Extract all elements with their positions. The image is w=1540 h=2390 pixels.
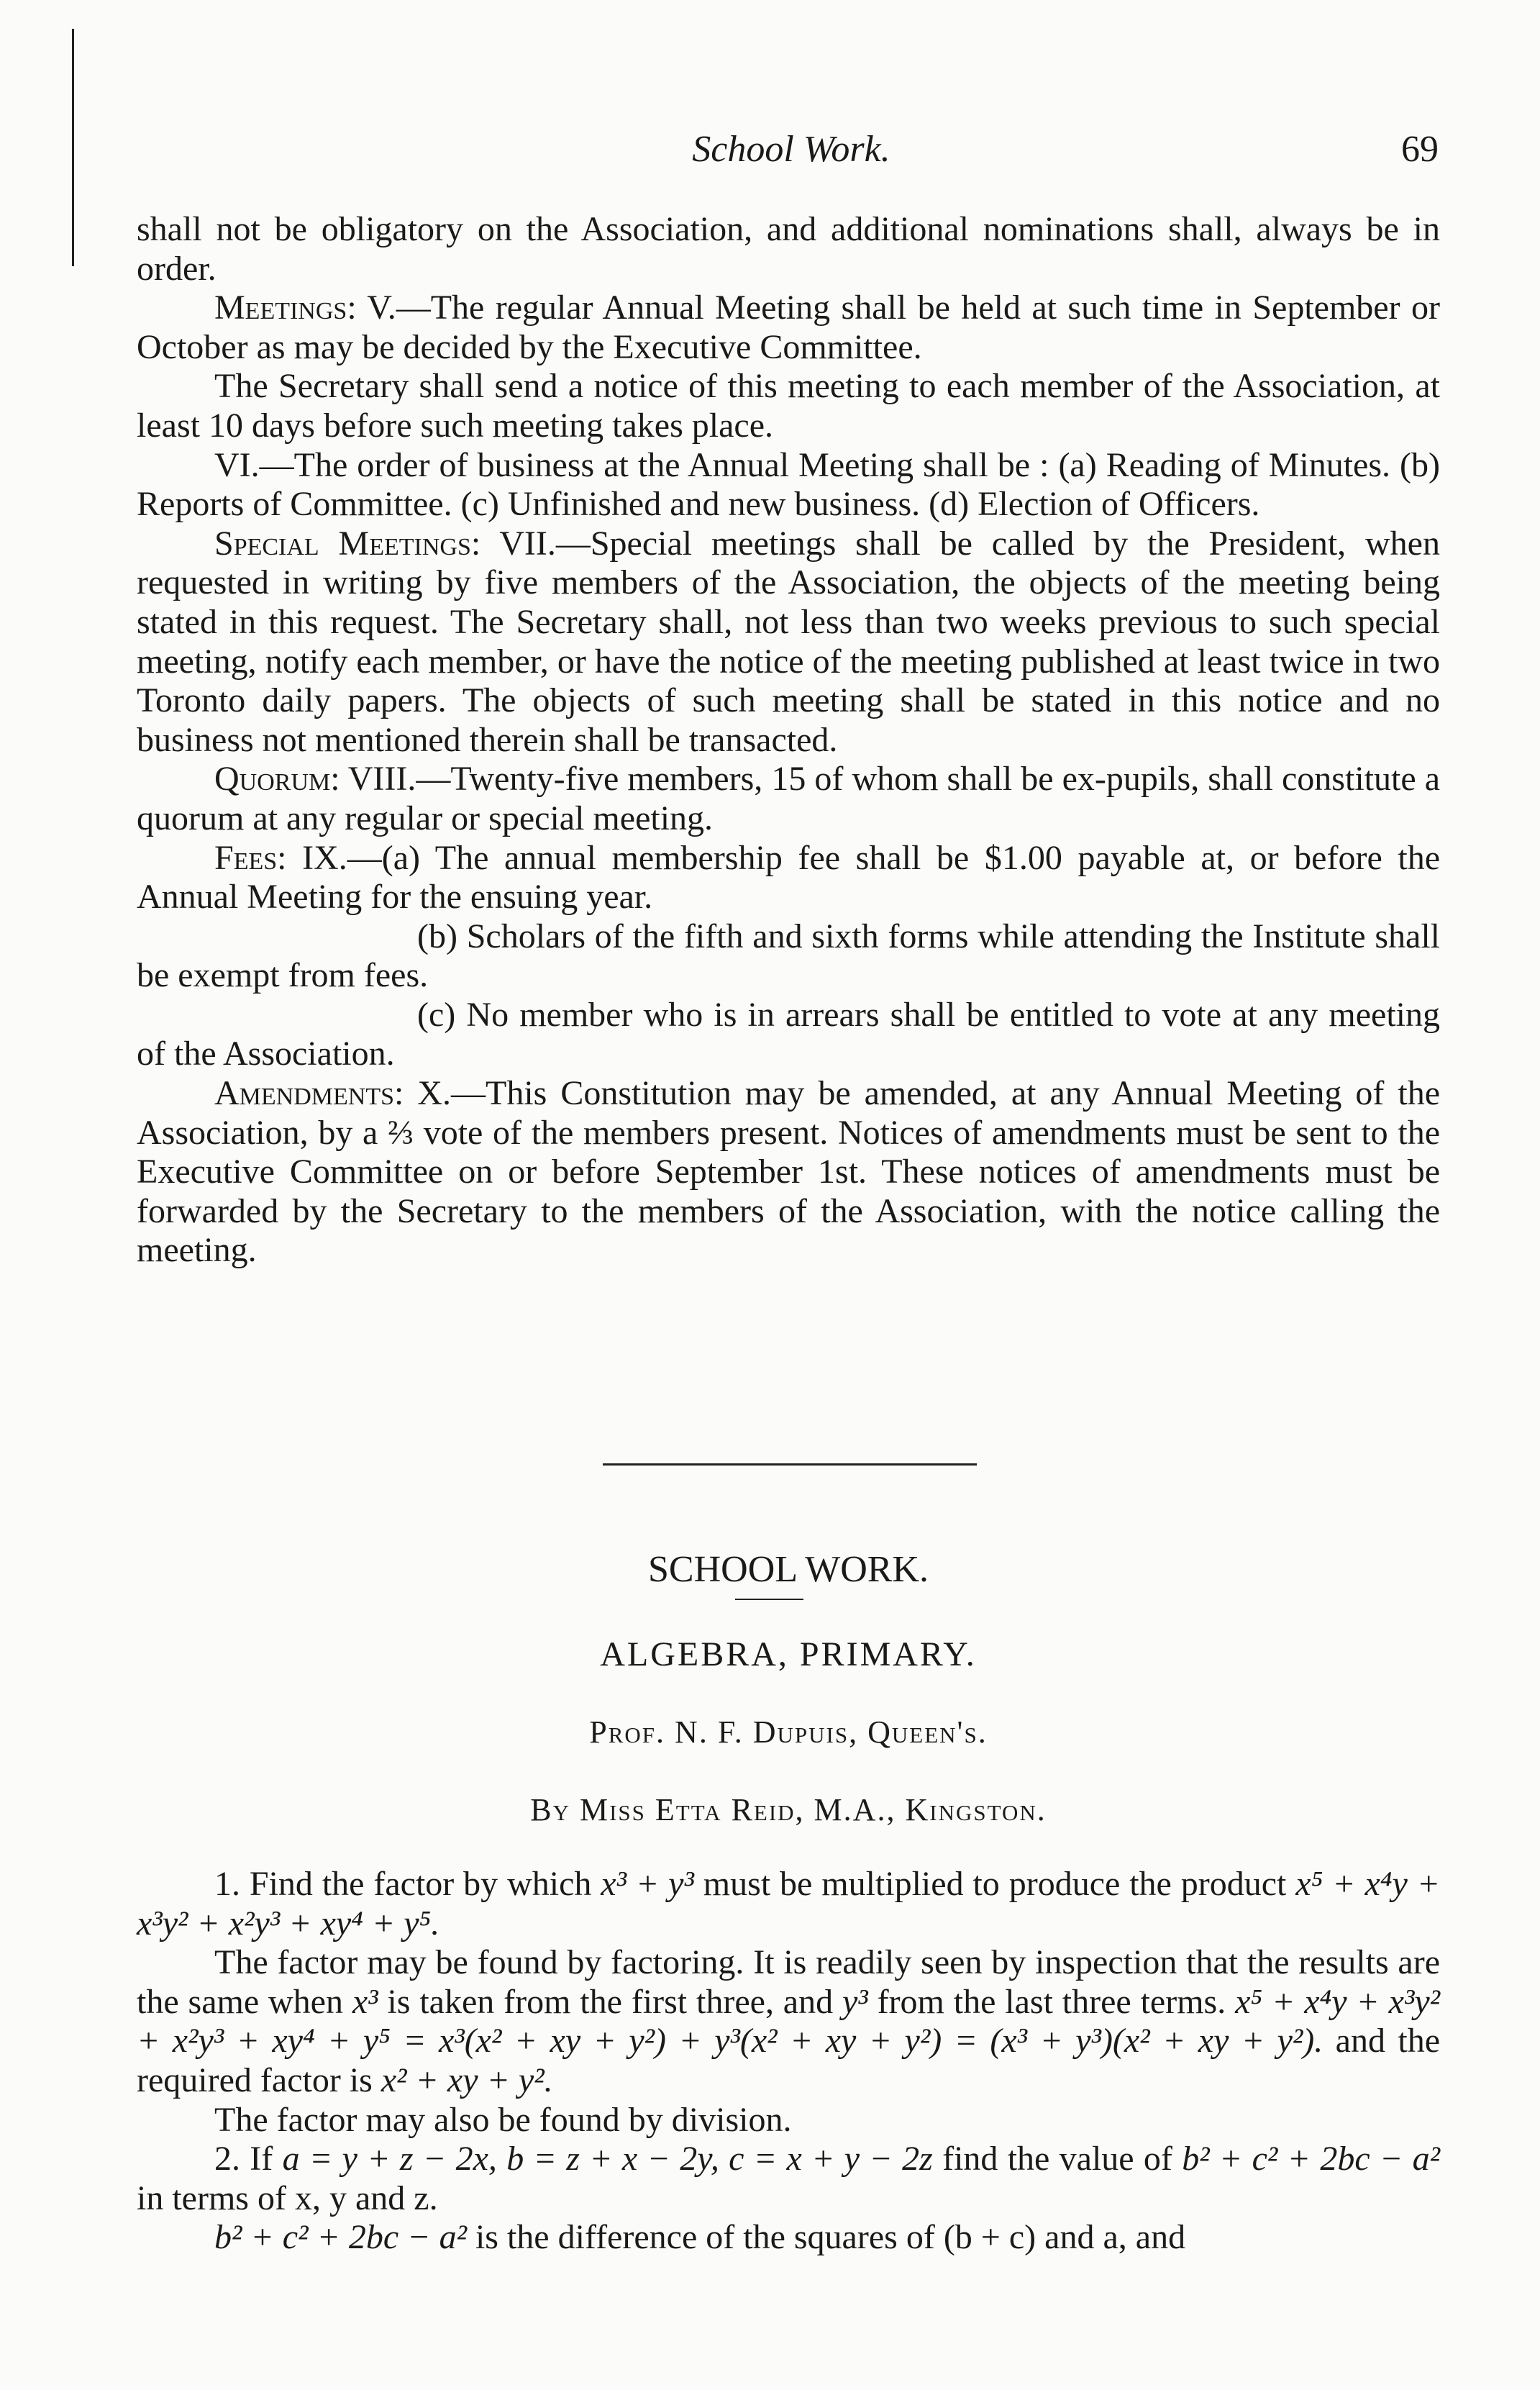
math-expression: b² + c² + 2bc − a²	[214, 2218, 467, 2257]
quorum-label: Quorum	[214, 760, 331, 799]
math-expression: x⁵ + x⁴y + x³y² + x²y³ + xy⁴ + y⁵.	[137, 1865, 1441, 1943]
amendments-paragraph: Amendments: X.—This Constitution may be amended, at any Annual Meeting of the Association, by a ⅔ vote of the members present. Notices of amendments must be sent to the Executive Committee on or before September 1st. These notices of amendments must be forwarded by the Secretary to the members of the Association, with the notice calling the meeting.	[137, 1074, 1440, 1270]
math-expression: x⁵ + x⁴y + x³y² + x²y³ + xy⁴ + y⁵ = x³(x² + xy + y²) + y³(x² + xy + y²) = (x³ + y³)(x² + xy + y²).	[137, 1982, 1441, 2060]
heading-rule	[735, 1599, 803, 1600]
math-expression: x³ + y³	[601, 1865, 694, 1903]
section-subheading: ALGEBRA, PRIMARY.	[600, 1635, 977, 1673]
meetings-paragraph: Meetings: V.—The regular Annual Meeting shall be held at such time in September or October as may be decided by the Executive Committee.	[137, 288, 1440, 366]
professor-line: Prof. N. F. Dupuis, Queen's.	[589, 1714, 988, 1750]
special-meetings-label: Special Meetings	[214, 524, 471, 563]
fees-label: Fees	[214, 838, 278, 877]
fees-paragraph: Fees: IX.—(a) The annual membership fee shall be $1.00 payable at, or before the Annual Meeting for the ensuing year.	[137, 838, 1440, 917]
constitution-text	[137, 210, 1440, 1271]
problem-2-answer: b² + c² + 2bc − a² is the difference of the squares of (b + c) and a, and	[214, 2218, 1186, 2257]
algebra-problems	[137, 1865, 1440, 2258]
special-meetings-paragraph: Special Meetings: VII.—Special meetings shall be called by the President, when requested in writing by five members of the Association, the objects of the meeting being stated in this request. The Secretary shall, not less than two weeks previous to such special meeting, notify each member, or have the notice of the meeting published at least twice in two Toronto daily papers. The objects of such meeting shall be stated in this notice and no business not mentioned therein shall be transacted.	[137, 524, 1440, 759]
quorum-paragraph: Quorum: VIII.—Twenty-five members, 15 of whom shall be ex-pupils, shall constitute a quorum at any regular or special meeting.	[137, 760, 1440, 837]
running-head-title: School Work.	[692, 129, 890, 170]
math-expression: x³	[352, 1982, 378, 2021]
problem-2-question: 2. If a = y + z − 2x, b = z + x − 2y, c = x + y − 2z find the value of b² + c² + 2bc − a² in terms of x, y and z.	[137, 2140, 1441, 2217]
page-number: 69	[1401, 129, 1439, 170]
problem-1-question: 1. Find the factor by which x³ + y³ must be multiplied to produce the product x⁵ + x⁴y + x³y² + x²y³ + xy⁴ + y⁵.	[137, 1865, 1441, 1943]
math-expression: x² + xy + y².	[381, 2060, 553, 2099]
continued-paragraph: shall not be obligatory on the Association, and additional nominations shall, always be in order.	[137, 210, 1440, 288]
running-head	[144, 121, 1439, 178]
fees-c-paragraph: (c) No member who is in arrears shall be entitled to vote at any meeting of the Association.	[137, 995, 1440, 1073]
problem-1-answer: The factor may be found by factoring. It is readily seen by inspection that the results are the same when x³ is taken from the first three, and y³ from the last three terms. x⁵ + x⁴y + x³y² + x²y³ + xy⁴ + y⁵ = x³(x² + xy + y²) + y³(x² + xy + y²) = (x³ + y³)(x² + xy + y²). and the required factor is x² + xy + y².	[137, 1943, 1441, 2099]
math-expression: b² + c² + 2bc − a²	[1182, 2140, 1441, 2178]
math-expression: y³	[842, 1982, 868, 2021]
order-of-business-paragraph: VI.—The order of business at the Annual Meeting shall be : (a) Reading of Minutes. (b) Reports of Committee. (c) Unfinished and new business. (d) Election of Officers.	[137, 445, 1440, 524]
meetings-label: Meetings	[214, 288, 347, 327]
binding-edge	[72, 29, 74, 266]
math-expression: a = y + z − 2x, b = z + x − 2y, c = x + y − 2z	[282, 2140, 933, 2178]
section-divider	[603, 1463, 977, 1466]
amendments-label: Amendments	[214, 1074, 395, 1113]
section-heading: SCHOOL WORK.	[647, 1549, 929, 1590]
author-line: By Miss Etta Reid, M.A., Kingston.	[530, 1792, 1047, 1827]
fees-b-paragraph: (b) Scholars of the fifth and sixth forms while attending the Institute shall be exempt from fees.	[137, 917, 1440, 995]
problem-1-division: The factor may also be found by division.	[214, 2100, 792, 2139]
secretary-notice-paragraph: The Secretary shall send a notice of this meeting to each member of the Association, at least 10 days before such meeting takes place.	[137, 367, 1440, 445]
